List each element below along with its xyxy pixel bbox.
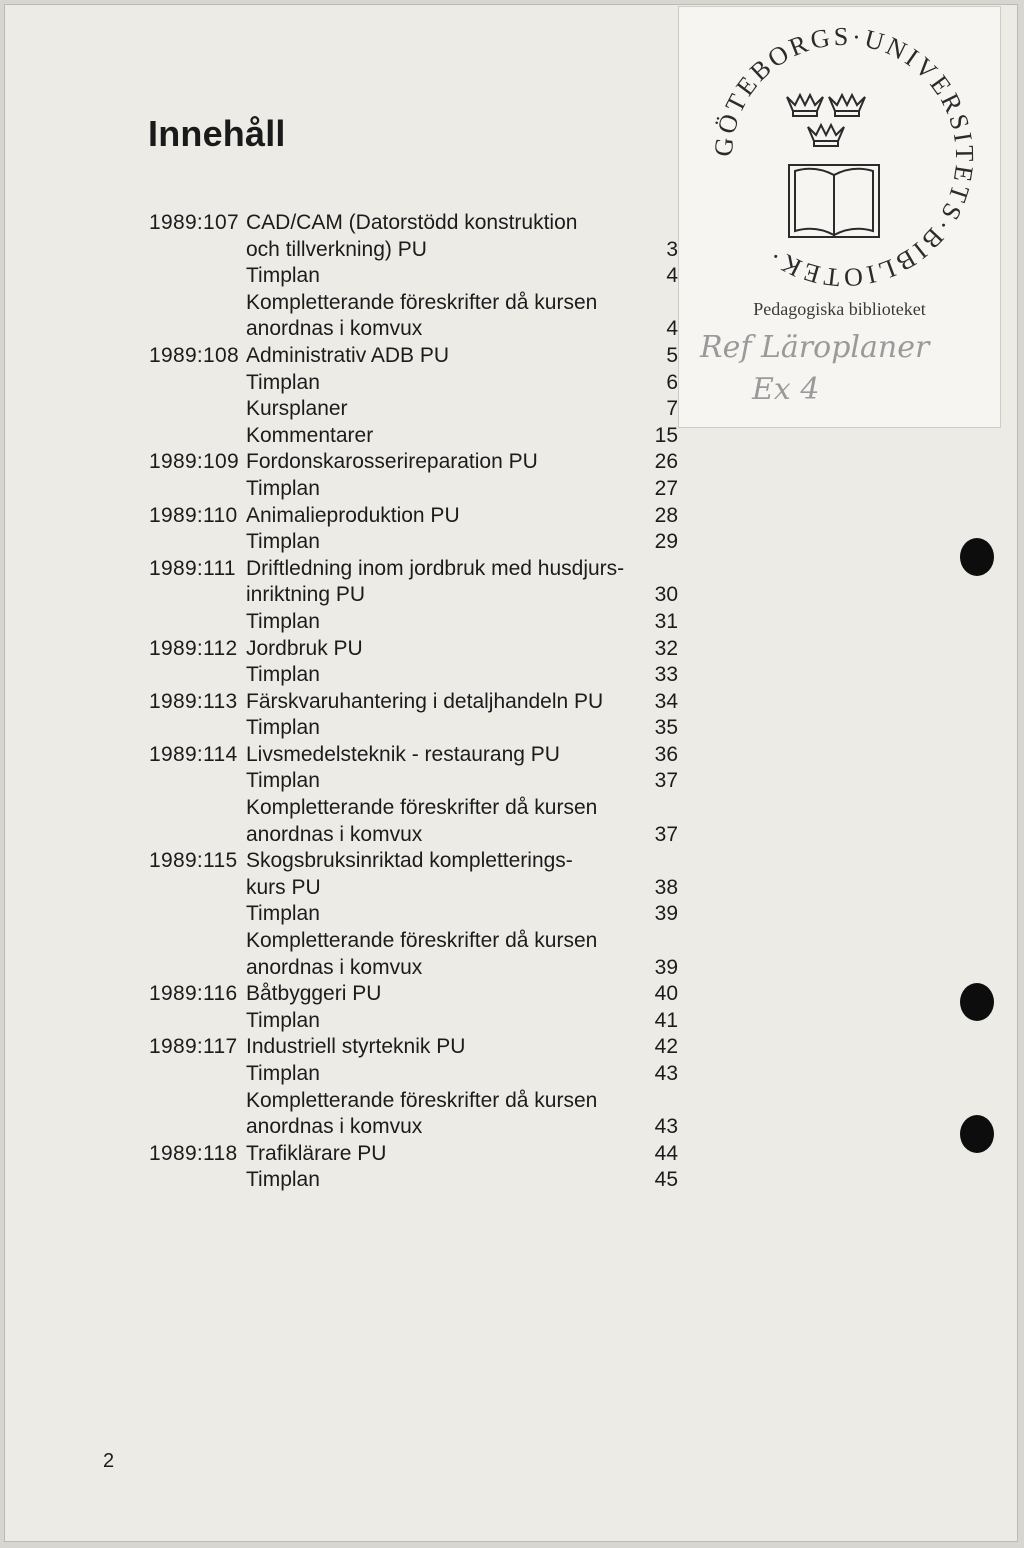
toc-entry-label: Timplan [246, 264, 320, 288]
toc-entry-label: och tillverkning) PU [246, 237, 427, 261]
toc-row [149, 928, 684, 955]
toc-entry-label: Timplan [246, 663, 320, 687]
toc-row [149, 689, 684, 716]
binder-hole-icon [960, 538, 994, 576]
toc-entry-label: Kompletterande föreskrifter då kursen [246, 929, 598, 953]
toc-row [149, 742, 684, 769]
seal-text: GÖTEBORGS·UNIVERSITETS·BIBLIOTEK· [708, 21, 980, 293]
toc-row [149, 237, 684, 264]
toc-row [149, 955, 684, 982]
page-number: 2 [103, 1450, 115, 1472]
toc-page-number: 42 [654, 1035, 678, 1059]
toc-row [149, 396, 684, 423]
toc-entry-label: Timplan [246, 716, 320, 740]
toc-entry-label: Animalieproduktion PU [246, 503, 460, 527]
toc-page-number: 34 [654, 689, 678, 713]
toc-row [149, 343, 684, 370]
three-crowns-icon [787, 95, 865, 146]
toc-page-number: 37 [654, 822, 678, 846]
toc-row [149, 503, 684, 530]
toc-entry-label: Timplan [246, 1168, 320, 1192]
toc-entry-label: Administrativ ADB PU [246, 343, 450, 367]
toc-entry-label: Timplan [246, 1062, 320, 1085]
toc-row [149, 875, 684, 902]
toc-page-number: 30 [654, 583, 678, 607]
toc-row [149, 1114, 684, 1141]
toc-entry-label: Kompletterande föreskrifter då kursen [246, 796, 598, 820]
toc-row [149, 1008, 684, 1035]
toc-page-number: 29 [654, 530, 678, 554]
toc-row [149, 981, 684, 1008]
toc-entry-label: inriktning PU [246, 583, 366, 607]
toc-row [149, 210, 684, 237]
toc-entry-label: Timplan [246, 476, 320, 500]
toc-entry-label: Driftledning inom jordbruk med husdjurs- [246, 556, 625, 580]
library-seal-icon [679, 7, 1002, 297]
toc-page-number: 4 [666, 317, 678, 341]
toc-page-number: 3 [666, 237, 678, 261]
toc-code: 1989:108 [149, 343, 239, 367]
toc-code: 1989:107 [149, 211, 239, 234]
toc-page-number: 27 [654, 476, 678, 500]
toc-page-number: 7 [666, 397, 678, 421]
toc-page-number: 5 [666, 343, 678, 367]
toc-page-number: 28 [654, 503, 678, 527]
toc-entry-label: Skogsbruksinriktad kompletterings- [246, 849, 573, 873]
toc-page-number: 41 [654, 1008, 678, 1032]
toc-row [149, 423, 684, 450]
toc-row [149, 768, 684, 795]
toc-entry-label: Livsmedelsteknik - restaurang PU [246, 742, 560, 766]
toc-code: 1989:118 [149, 1141, 238, 1165]
toc-row [149, 263, 684, 290]
toc-page-number: 39 [654, 902, 678, 926]
toc-row [149, 715, 684, 742]
toc-page-number: 37 [654, 769, 678, 793]
toc-code: 1989:114 [149, 742, 238, 766]
toc-entry-label: Fordonskarosserireparation PU [246, 450, 538, 474]
toc-entry-label: Kommentarer [246, 423, 374, 447]
toc-entry-label: Timplan [246, 370, 320, 394]
toc-page-number: 44 [654, 1141, 678, 1165]
toc-page-number: 39 [654, 955, 678, 979]
toc-row [149, 636, 684, 663]
toc-entry-label: Kompletterande föreskrifter då kursen [246, 290, 598, 314]
binder-hole-icon [960, 983, 994, 1021]
toc-page-number: 26 [654, 450, 678, 474]
handwritten-copy-number: Ex 4 [752, 372, 820, 407]
toc-row [149, 848, 684, 875]
toc-page-number: 6 [666, 370, 678, 394]
toc-entry-label: Färskvaruhantering i detaljhandeln PU [246, 689, 604, 713]
toc-page-number: 35 [654, 716, 678, 740]
toc-page-number: 15 [654, 423, 678, 447]
binder-hole-icon [960, 1115, 994, 1153]
toc-entry-label: Trafiklärare PU [246, 1141, 387, 1165]
toc-entry-label: kurs PU [246, 875, 321, 899]
toc-row [149, 1167, 684, 1194]
toc-row [149, 449, 684, 476]
toc-row [149, 556, 684, 583]
toc-page-number: 33 [654, 663, 678, 687]
toc-entry-label: Timplan [246, 530, 320, 554]
toc-row [149, 290, 684, 317]
toc-page-number: 4 [666, 264, 678, 288]
toc-row [149, 662, 684, 689]
toc-code: 1989:109 [149, 450, 239, 474]
handwritten-note: Ref Läroplaner [700, 330, 930, 365]
toc-entry-label: Jordbruk PU [246, 636, 363, 660]
toc-row [149, 1034, 684, 1061]
open-book-icon [789, 165, 879, 237]
toc-row [149, 901, 684, 928]
toc-row [149, 476, 684, 503]
toc-entry-label: anordnas i komvux [246, 1115, 423, 1139]
toc-code: 1989:111 [149, 556, 236, 580]
toc-row [149, 1141, 684, 1168]
toc-page-number: 32 [654, 636, 678, 660]
toc-code: 1989:116 [149, 982, 238, 1006]
table-of-contents [149, 210, 684, 1194]
toc-code: 1989:115 [149, 849, 238, 873]
page-title: Innehåll [148, 113, 286, 154]
toc-page-number: 43 [654, 1062, 678, 1085]
toc-entry-label: Båtbyggeri PU [246, 982, 382, 1006]
toc-code: 1989:110 [149, 503, 238, 527]
toc-row [149, 822, 684, 849]
toc-row [149, 582, 684, 609]
toc-page-number: 43 [654, 1115, 678, 1139]
toc-code: 1989:112 [149, 636, 238, 660]
toc-page-number: 45 [654, 1168, 678, 1192]
stamp-caption: Pedagogiska biblioteket [753, 299, 926, 319]
toc-entry-label: Kompletterande föreskrifter då kursen [246, 1088, 598, 1112]
toc-entry-label: CAD/CAM (Datorstödd konstruktion [246, 211, 578, 234]
toc-page-number: 31 [654, 609, 678, 633]
toc-entry-label: anordnas i komvux [246, 822, 423, 846]
toc-page-number: 38 [654, 875, 678, 899]
toc-row [149, 1088, 684, 1115]
toc-entry-label: Kursplaner [246, 397, 348, 421]
toc-entry-label: Timplan [246, 1008, 320, 1032]
toc-entry-label: anordnas i komvux [246, 317, 423, 341]
toc-row [149, 795, 684, 822]
toc-entry-label: Timplan [246, 769, 320, 793]
svg-text:GÖTEBORGS·UNIVERSITETS·BIBLIOT [709, 22, 980, 293]
toc-row [149, 1061, 684, 1088]
toc-row [149, 316, 684, 343]
toc-entry-label: Timplan [246, 609, 320, 633]
toc-page-number: 36 [654, 742, 678, 766]
toc-row [149, 609, 684, 636]
toc-entry-label: Timplan [246, 902, 320, 926]
toc-row [149, 370, 684, 397]
toc-code: 1989:113 [149, 689, 238, 713]
toc-entry-label: Industriell styrteknik PU [246, 1035, 466, 1059]
toc-row [149, 529, 684, 556]
toc-entry-label: anordnas i komvux [246, 955, 423, 979]
toc-page-number: 40 [654, 982, 678, 1006]
toc-code: 1989:117 [149, 1035, 238, 1059]
